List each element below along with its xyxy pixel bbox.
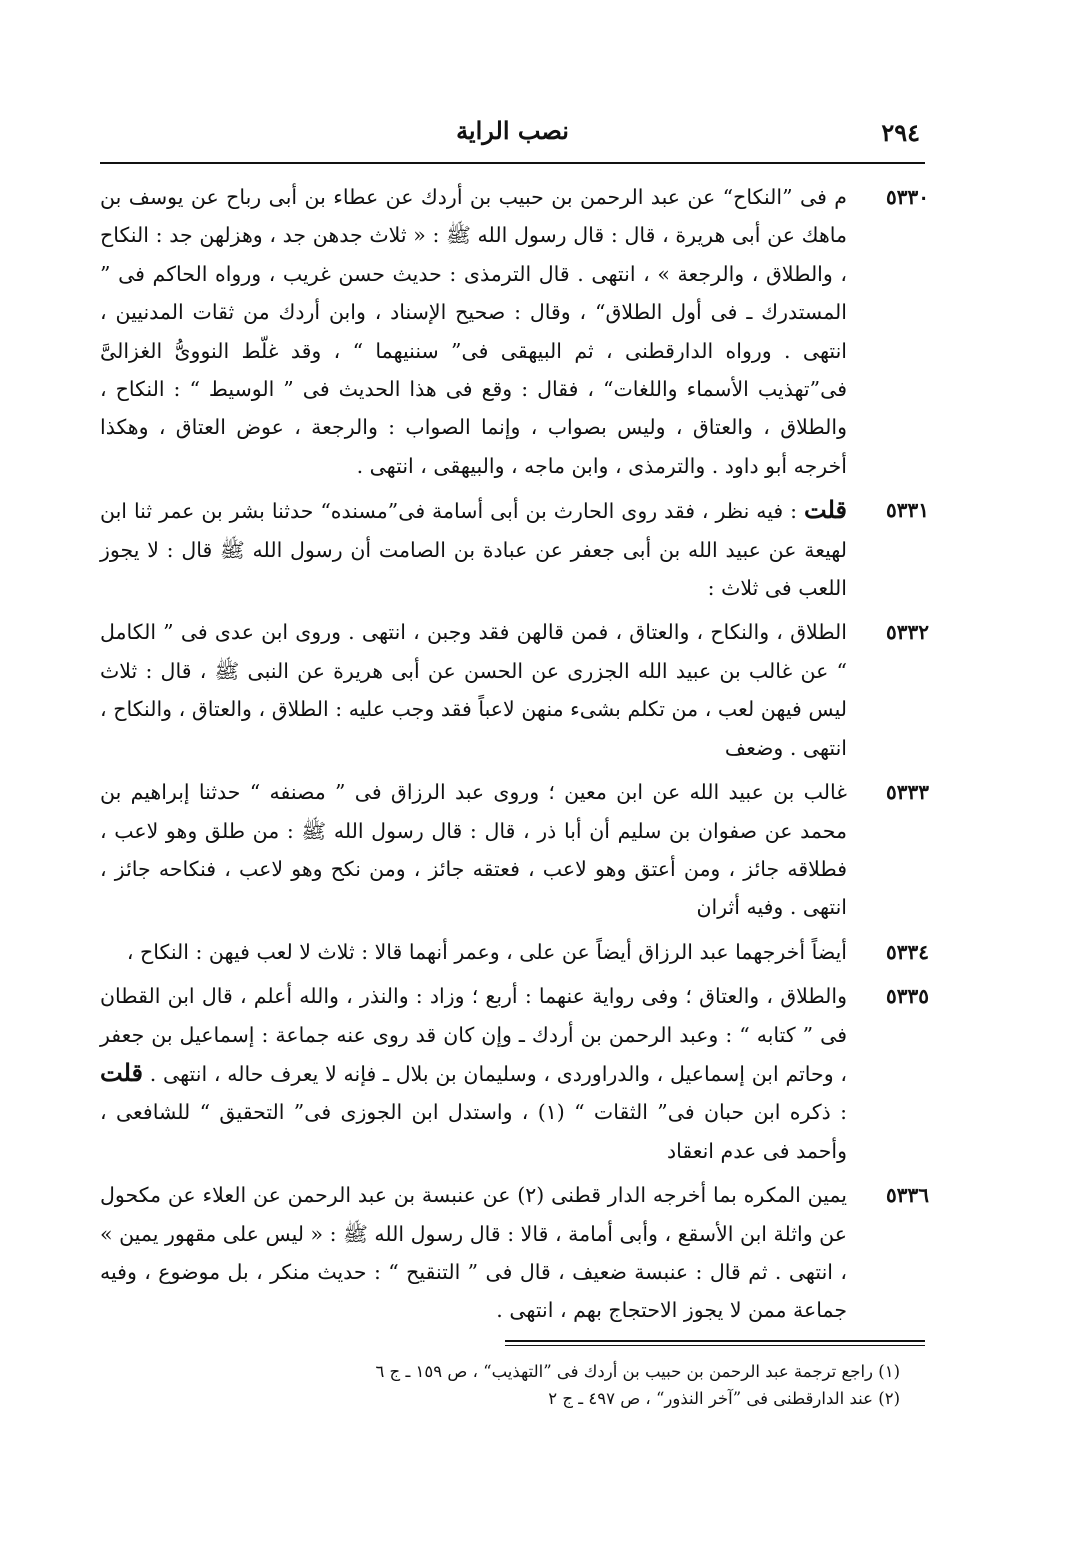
- header-rule: [100, 162, 925, 164]
- footnotes: [240, 1358, 900, 1412]
- entry-number: ٥٣٣٢: [886, 620, 929, 645]
- hadith-entry: [100, 933, 929, 971]
- entry-text: غالب بن عبيد الله عن ابن معين ؛ وروى عبد الرزاق فى ” مصنفه “ حدثنا إبراهيم بن محمد عن صفوان بن سليم أن أبا ذر ، قال : قال رسول الله ﷺ : من طلق وهو لاعب ، فطلاقه جائز ، ومن أعتق وهو لاعب ، فعتقه جائز ، ومن نكح وهو لاعب ، فنكاحه جائز ، انتهى . وفيه أثران: [100, 780, 847, 920]
- page-number: ٢٩٤: [881, 118, 920, 147]
- entry-text: أيضاً أخرجهما عبد الرزاق أيضاً عن على ، وعمر أنهما قالا : ثلاث لا لعب فيهن : النكاح ،: [126, 939, 847, 964]
- entry-number: ٥٣٣٦: [886, 1183, 929, 1208]
- footnote-rule-thin: [505, 1345, 925, 1346]
- entry-text: يمين المكره بما أخرجه الدار قطنى (٢) عن عنبسة بن عبد الرحمن عن العلاء عن مكحول عن واثلة ابن الأسقع ، وأبى أمامة ، قالا : قال رسول الله ﷺ : « ليس على مقهور يمين » ، انتهى . ثم قال : عنبسة ضعيف ، قال فى ” التنقيح “ : حديث منكر ، بل موضوع ، وفيه جماعة ممن لا يجوز الاحتجاج بهم ، انتهى .: [100, 1183, 847, 1323]
- hadith-entry: [100, 178, 929, 485]
- hadith-entry: [100, 1176, 929, 1330]
- entry-text: : فيه نظر ، فقد روى الحارث بن أبى أسامة فى”مسنده“ حدثنا بشر بن عمر ثنا ابن لهيعة عن عبيد الله بن أبى جعفر عن عبادة بن الصامت أن رسول الله ﷺ قال : لا يجوز اللعب فى ثلاث :: [100, 499, 847, 601]
- main-text: [100, 178, 929, 1336]
- entry-number: ٥٣٣٣: [886, 780, 929, 805]
- footnote: (١) راجع ترجمة عبد الرحمن بن حبيب بن أردك فى ”التهذيب“ ، ص ١٥٩ ـ ج ٦: [375, 1362, 900, 1381]
- page-header: [100, 108, 925, 158]
- hadith-entry: [100, 491, 929, 607]
- entry-number: ٥٣٣٥: [886, 984, 929, 1009]
- footnote-rule: [505, 1340, 925, 1342]
- hadith-entry: [100, 613, 929, 767]
- entry-lead: قلت: [804, 495, 847, 525]
- hadith-entry: [100, 773, 929, 927]
- entry-number: ٥٣٣٠: [886, 185, 929, 209]
- entry-text: الطلاق ، والنكاح ، والعتاق ، فمن قالهن فقد وجبن ، انتهى . وروى ابن عدى فى ” الكامل “ عن غالب بن عبيد الله الجزرى عن الحسن عن أبى هريرة عن النبى ﷺ ، قال : ثلاث ليس فيهن لعب ، من تكلم بشىء منهن لاعباً فقد وجب عليه : الطلاق ، والعتاق ، والنكاح ، انتهى . وضعف: [100, 620, 847, 760]
- entry-text: والطلاق ، والعتاق ؛ وفى رواية عنهما : أربع ؛ وزاد : والنذر ، والله أعلم ، قال ابن القطان فى ” كتابه “ : وعبد الرحمن بن أردك ـ وإن كان قد روى عنه جماعة : إسماعيل بن جعفر ، وحاتم ابن إسماعيل ، والدراوردى ، وسليمان بن بلال ـ فإنه لا يعرف حاله ، انتهى .: [100, 984, 847, 1086]
- entry-number: ٥٣٣٤: [886, 939, 929, 964]
- hadith-entry: [100, 977, 929, 1170]
- entry-text: م فى ”النكاح“ عن عبد الرحمن بن حبيب بن أردك عن عطاء بن أبى رباح عن يوسف بن ماهك عن أبى هريرة ، قال : قال رسول الله ﷺ : « ثلاث جدهن جد ، وهزلهن جد : النكاح ، والطلاق ، والرجعة » ، انتهى . قال الترمذى : حديث حسن غريب ، ورواه الحاكم فى ” المستدرك ـ فى أول الطلاق“ ، وقال : صحيح الإسناد ، وابن أردك من ثقات المدنيين ، انتهى . ورواه الدارقطنى ، ثم البيهقى فى” سننيهما “ ، وقد غلّط النووىُّ الغزالىَّ فى”تهذيب الأسماء واللغات“ ، فقال : وقع فى هذا الحديث فى ” الوسيط “ : النكاح ، والطلاق ، والعتاق ، وليس بصواب ، وإنما الصواب : والرجعة ، عوض العتاق ، وهكذا أخرجه أبو داود . والترمذى ، وابن ماجه ، والبيهقى ، انتهى .: [100, 185, 847, 478]
- entry-number: ٥٣٣١: [886, 498, 929, 523]
- running-title: نصب الراية: [456, 116, 569, 145]
- entry-lead: قلت: [100, 1057, 143, 1087]
- footnote: (٢) عند الدارقطنى فى ”آخر النذور“ ، ص ٤٩٧ ـ ج ٢: [548, 1389, 900, 1408]
- entry-text-continued: : ذكره ابن حبان فى” الثقات “ (١) ، واستدل ابن الجوزى فى” التحقيق “ للشافعى ، وأحمد فى عدم انعقاد: [100, 1100, 847, 1163]
